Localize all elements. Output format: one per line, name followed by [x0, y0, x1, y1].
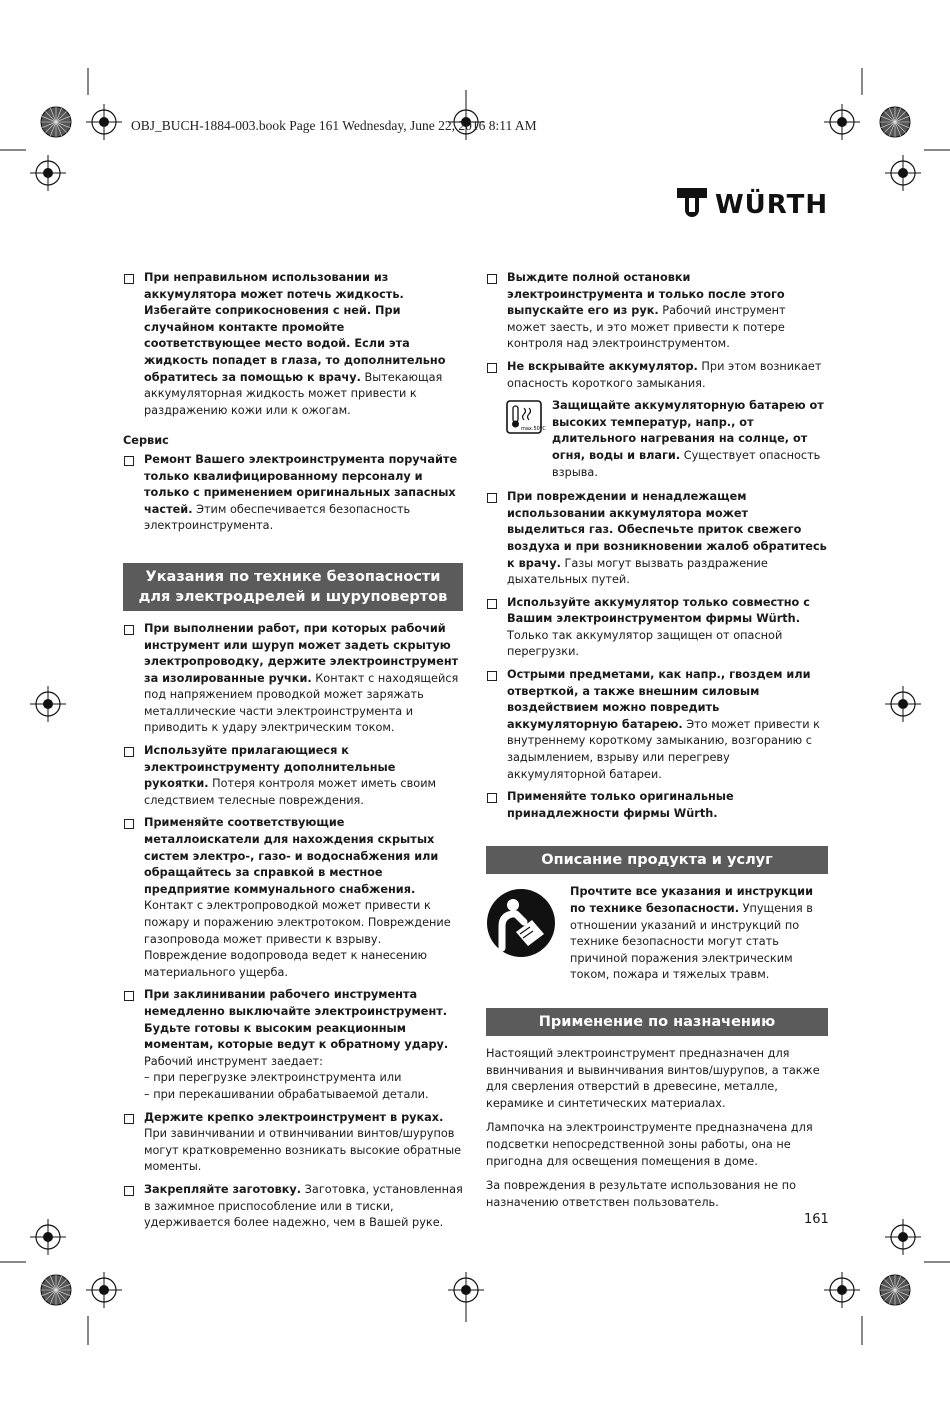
list-item: Острыми предметами, как напр., гвоздем или отверткой, а также внешним силовым воздействием можно повредить аккумуляторную батарею. Это может привести к внутреннему короткому замыканию, возгоранию с задымлением, взрыву или перегреву аккумуляторной батареи.	[486, 667, 828, 783]
list-item: Ремонт Вашего электроинструмента поручайте только квалифицированному персоналу и только с применением оригинальных запасных частей. Этим обеспечивается безопасность электроинструмента.	[123, 452, 463, 535]
read-instructions-note	[486, 884, 828, 984]
checkbox-bullet-icon	[124, 1114, 134, 1124]
checkbox-bullet-icon	[124, 456, 134, 466]
right-column	[486, 270, 828, 1219]
wurth-logo-icon	[677, 188, 707, 222]
checkbox-bullet-icon	[487, 493, 497, 503]
list-item: Применяйте соответствующие металлоискатели для нахождения скрытых систем электро-, газо- и водоснабжения или обращайтесь за справкой в местное предприятие коммунального снабжения. Контакт с электропроводкой может привести к пожару и поражению электротоком. Повреждение газопровода может привести к взрыву. Повреждение водопровода ведет к нанесению материального ущерба.	[123, 815, 463, 981]
brand-name: WÜRTH	[715, 190, 829, 220]
list-item: Держите крепко электроинструмент в руках. При завинчивании и отвинчивании винтов/шурупов могут кратковременно возникать высокие обратные моменты.	[123, 1110, 463, 1176]
warning-text: Защищайте аккумуляторную батарею от высоких температур, напр., от длительного нагревания на солнце, от огня, воды и влаги. Существует опасность взрыва.	[552, 399, 824, 479]
left-column	[123, 270, 463, 1238]
checkbox-bullet-icon	[124, 991, 134, 1001]
list-item: При заклинивании рабочего инструмента немедленно выключайте электроинструмент. Будьте готовы к высоким реакционным моментам, которые ведут к обратному удару. Рабочий инструмент заедает: – при перегрузке электроинструмента или – при перекашивании обрабатываемой детали.	[123, 987, 463, 1103]
list-item: Не вскрывайте аккумулятор. При этом возникает опасность короткого замыкания.	[486, 359, 828, 392]
dash-item: – при перекашивании обрабатываемой детали.	[144, 1087, 429, 1101]
list-item: Закрепляйте заготовку. Заготовка, установленная в зажимное приспособление или в тиски, удерживается более надежно, чем в Вашей руке.	[123, 1182, 463, 1232]
section-title-product-description: Описание продукта и услуг	[486, 846, 828, 874]
wurth-logo	[677, 188, 828, 222]
paragraph: Настоящий электроинструмент предназначен для ввинчивания и вывинчивания винтов/шурупов, а также для сверления отверстий в древесине, металле, керамике и синтетических материалах.	[486, 1046, 820, 1110]
checkbox-bullet-icon	[487, 793, 497, 803]
read-manual-icon	[486, 888, 556, 958]
checkbox-bullet-icon	[124, 1186, 134, 1196]
checkbox-bullet-icon	[124, 747, 134, 757]
page-number: 161	[804, 1212, 829, 1227]
checkbox-bullet-icon	[487, 671, 497, 681]
checkbox-bullet-icon	[487, 363, 497, 373]
paragraph: За повреждения в результате использования не по назначению ответствен пользователь.	[486, 1179, 797, 1209]
list-item: Выждите полной остановки электроинструмента и только после этого выпускайте его из рук. Рабочий инструмент может заесть, и это может привести к потере контроля над электроинструментом.	[486, 270, 828, 353]
read-instructions-text: Прочтите все указания и инструкции по технике безопасности. Упущения в отношении указаний и инструкций по технике безопасности могут стать причиной поражения электрическим током, пожара и тяжелых травм.	[570, 885, 813, 982]
section-title-safety-drills: Указания по технике безопасности для электродрелей и шуруповертов	[123, 563, 463, 611]
list-item: Используйте аккумулятор только совместно с Вашим электроинструментом фирмы Würth. Только так аккумулятор защищен от опасной перегрузки.	[486, 595, 828, 661]
service-heading: Сервис	[123, 434, 169, 448]
temperature-warning	[486, 398, 828, 481]
checkbox-bullet-icon	[124, 625, 134, 635]
dash-item: – при перегрузке электроинструмента или	[144, 1071, 402, 1085]
list-item: При выполнении работ, при которых рабочий инструмент или шуруп может задеть скрытую электропроводку, держите электроинструмент за изолированные ручки. Контакт с находящейся под напряжением проводкой может заряжать металлические части электроинструмента и приводить к удару электрическим током.	[123, 621, 463, 737]
paragraph: Лампочка на электроинструменте предназначена для подсветки непосредственной зоны работы, она не пригодна для освещения помещения в доме.	[486, 1121, 813, 1168]
list-item: Применяйте только оригинальные принадлежности фирмы Würth.	[486, 789, 828, 822]
checkbox-bullet-icon	[487, 274, 497, 284]
thermometer-warning-icon	[506, 400, 546, 434]
checkbox-bullet-icon	[124, 274, 134, 284]
checkbox-bullet-icon	[487, 599, 497, 609]
list-item: При неправильном использовании из аккумулятора может потечь жидкость. Избегайте соприкосновения с ней. При случайном контакте промойте соответствующее место водой. Если эта жидкость попадет в глаза, то дополнительно обратитесь за помощью к врачу. Вытекающая аккумуляторная жидкость может привести к раздражению кожи или к ожогам.	[123, 270, 463, 419]
checkbox-bullet-icon	[124, 819, 134, 829]
list-item: Используйте прилагающиеся к электроинструменту дополнительные рукоятки. Потеря контроля может иметь своим следствием телесные повреждения.	[123, 743, 463, 809]
list-item: При повреждении и ненадлежащем использовании аккумулятора может выделиться газ. Обеспечьте приток свежего воздуха и при возникновении жалоб обратитесь к врачу. Газы могут вызвать раздражение дыхательных путей.	[486, 489, 828, 589]
print-header-line: OBJ_BUCH-1884-003.book Page 161 Wednesday, June 22, 2016 8:11 AM	[131, 118, 537, 133]
warn-icon-label: max.50°C	[521, 426, 546, 433]
section-title-intended-use: Применение по назначению	[486, 1008, 828, 1036]
